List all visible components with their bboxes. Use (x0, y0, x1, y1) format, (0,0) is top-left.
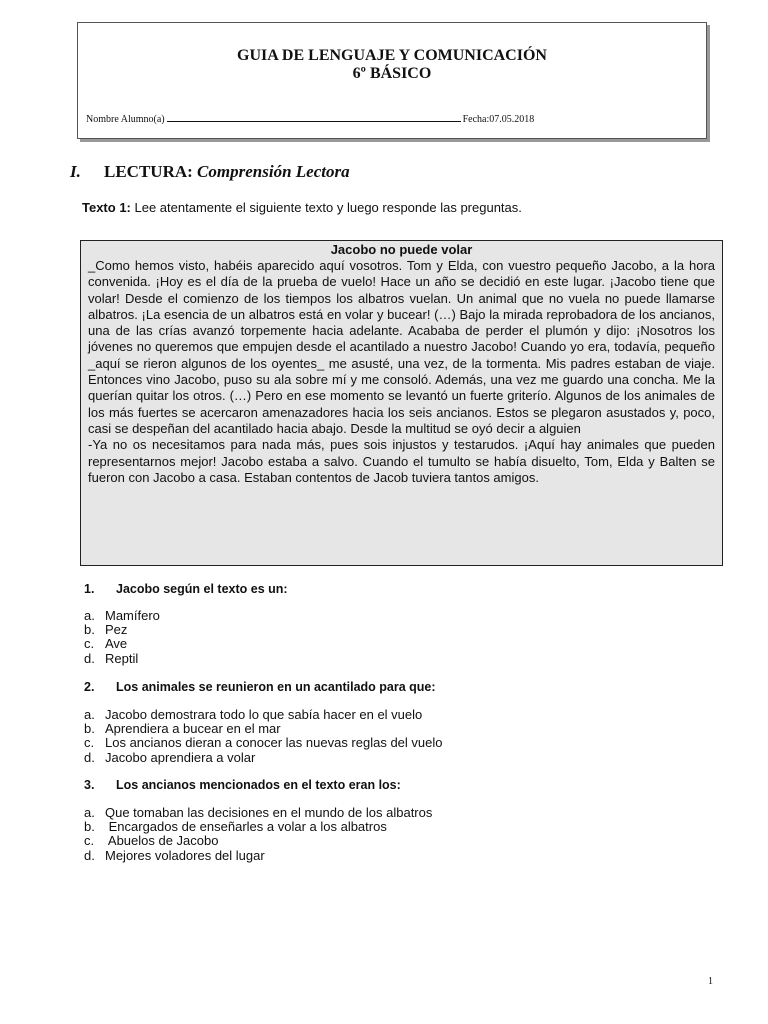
option[interactable] (84, 736, 443, 750)
instruction-line (82, 200, 522, 215)
option[interactable] (84, 623, 160, 637)
option-text: Aprendiera a bucear en el mar (105, 721, 281, 737)
option-text: Jacobo demostrara todo lo que sabía hacer en el vuelo (105, 707, 423, 722)
option-text: Abuelos de Jacobo (105, 833, 219, 849)
instruction-text: Lee atentamente el siguiente texto y luego responde las preguntas. (130, 200, 522, 215)
option-text: Los ancianos dieran a conocer las nuevas reglas del vuelo (105, 735, 443, 751)
option[interactable] (84, 820, 432, 834)
option[interactable] (84, 849, 432, 863)
question-number: 2. (84, 680, 95, 694)
date-label: Fecha:07.05.2018 (462, 114, 535, 125)
option[interactable] (84, 722, 443, 736)
option-text: Pez (105, 622, 128, 638)
option-letter: c. (84, 735, 95, 751)
reading-box (80, 240, 723, 566)
option-text: Mamífero (105, 608, 160, 623)
option-letter: c. (84, 636, 95, 652)
grade-subtitle: 6º BÁSICO (352, 65, 432, 82)
option-letter: a. (84, 707, 95, 722)
student-info-line (86, 112, 534, 125)
option-letter: b. (84, 819, 95, 835)
option-text: Mejores voladores del lugar (105, 847, 265, 863)
name-blank-line (167, 112, 461, 122)
section-number: I. (70, 162, 81, 181)
option-letter: a. (84, 608, 95, 623)
option-text: Jacobo aprendiera a volar (105, 749, 256, 765)
option[interactable] (84, 637, 160, 651)
question-text: Los animales se reunieron en un acantilado para que: (116, 680, 436, 694)
reading-body (88, 258, 715, 486)
option[interactable] (84, 708, 443, 722)
option[interactable] (84, 751, 443, 765)
section-subtitle: Comprensión Lectora (197, 162, 350, 181)
question-number: 3. (84, 778, 95, 792)
option-letter: d. (84, 749, 95, 765)
reading-title: Jacobo no puede volar (330, 242, 473, 257)
option-text: Que tomaban las decisiones en el mundo de los albatros (105, 805, 433, 820)
option-letter: d. (84, 847, 95, 863)
instruction-label: Texto 1: (82, 200, 131, 215)
name-label: Nombre Alumno(a) (86, 114, 165, 125)
option[interactable] (84, 806, 432, 820)
question-number: 1. (84, 582, 95, 596)
option[interactable] (84, 652, 160, 666)
question-1 (84, 582, 288, 596)
option[interactable] (84, 609, 160, 623)
question-3-options (84, 806, 432, 863)
reading-paragraph: _Como hemos visto, habéis aparecido aquí vosotros. Tom y Elda, con vuestro pequeño Jacobo, a la hora convenida. ¡Hoy es el día de la prueba de vuelo! Hace un año se decidió en este lugar. ¡Jacobo tiene que volar! Desde el comienzo de los tiempos los albatros vuelan. Un animal que no vuela no puede llamarse albatros. ¡La esencia de un albatros está en volar y bucear! (…) Bajo la mirada reprobadora de los ancianos, una de las crías avanzó torpemente hacia adelante. Acababa de perder el plumón y dijo: ¡Nosotros los jóvenes no queremos que empujen desde el acantilado a nuestro Jacobo! Cuando yo era, todavía, pequeño _aquí se rieron algunos de los oyentes_ me asusté, una vez, de la tormenta. Mis padres estaban de viaje. Entonces vino Jacobo, puso su ala sobre mí y me consoló. Además, una vez me guardo una concha. Me la querían quitar los otros. (…) Pero en ese momento se levantó un fuerte griterío. Algunos de los animales de los más fuertes se acercaron amenazadores hacia los seis ancianos. Estos se plegaron asustados y, poco, casi se despeñan del acantilado hacia abajo. Desde la multitud se oyó decir a alguien (88, 258, 715, 436)
option-text: Encargados de enseñarles a volar a los albatros (105, 819, 387, 835)
question-text: Los ancianos mencionados en el texto eran los: (116, 778, 401, 792)
option-letter: b. (84, 622, 95, 638)
question-text: Jacobo según el texto es un: (116, 582, 288, 596)
question-2-options (84, 708, 443, 765)
option-letter: a. (84, 805, 95, 820)
section-heading (70, 162, 350, 182)
option-text: Reptil (105, 650, 139, 666)
question-1-options (84, 609, 160, 666)
option-letter: b. (84, 721, 95, 737)
option-text: Ave (105, 636, 128, 652)
option-letter: c. (84, 833, 95, 849)
reading-paragraph: -Ya no os necesitamos para nada más, pues sois injustos y testarudos. ¡Aquí hay animales que pueden representarnos mejor! Jacobo estaba a salvo. Cuando el tumulto se había disuelto, Tom, Elda y Balten se fueron con Jacobo a casa. Estaban contentos de Jacob tuviera tantos amigos. (88, 437, 715, 485)
question-2 (84, 680, 436, 694)
option[interactable] (84, 834, 432, 848)
section-title: LECTURA: (104, 162, 193, 181)
option-letter: d. (84, 650, 95, 666)
header-box (77, 22, 707, 139)
guide-title: GUIA DE LENGUAJE Y COMUNICACIÓN (237, 47, 547, 64)
page-number: 1 (708, 976, 713, 987)
question-3 (84, 778, 401, 792)
